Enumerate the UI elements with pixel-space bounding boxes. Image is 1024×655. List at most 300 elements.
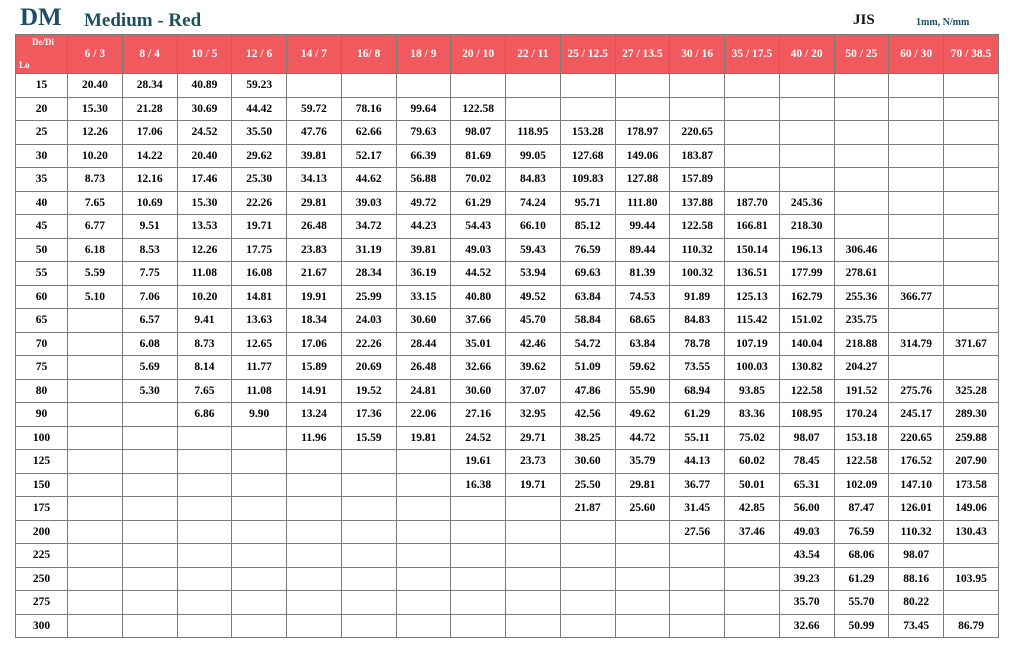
row-length-cell: 60 [16,285,68,309]
standard-label: JIS [853,12,875,28]
table-cell: 40.89 [177,74,232,98]
table-cell: 37.07 [506,379,561,403]
column-header: 30 / 16 [670,35,725,74]
table-cell: 187.70 [725,191,780,215]
table-cell: 8.14 [177,356,232,380]
table-cell [122,520,177,544]
table-cell: 40.80 [451,285,506,309]
table-cell: 73.45 [889,614,944,638]
table-row [16,403,999,427]
table-cell: 7.65 [177,379,232,403]
table-cell: 68.65 [615,309,670,333]
row-length-cell: 20 [16,97,68,121]
table-cell [341,497,396,521]
table-cell: 35.01 [451,332,506,356]
table-cell: 14.22 [122,144,177,168]
table-cell: 55.70 [834,591,889,615]
table-cell: 275.76 [889,379,944,403]
table-cell: 32.95 [506,403,561,427]
table-cell [177,544,232,568]
table-cell [670,567,725,591]
table-cell [944,191,999,215]
table-cell: 10.20 [177,285,232,309]
table-cell: 29.62 [232,144,287,168]
column-header: 35 / 17.5 [725,35,780,74]
table-cell: 183.87 [670,144,725,168]
table-cell [725,97,780,121]
table-cell: 28.34 [122,74,177,98]
table-cell: 12.26 [177,238,232,262]
table-cell: 6.18 [68,238,123,262]
table-cell: 21.67 [287,262,342,286]
table-cell: 7.06 [122,285,177,309]
row-length-cell: 200 [16,520,68,544]
table-cell [944,238,999,262]
table-row [16,168,999,192]
table-cell [68,426,123,450]
table-cell: 325.28 [944,379,999,403]
table-row [16,238,999,262]
table-cell: 127.68 [560,144,615,168]
table-cell [779,168,834,192]
table-cell: 98.07 [451,121,506,145]
table-cell [177,567,232,591]
table-cell [451,74,506,98]
table-cell: 13.24 [287,403,342,427]
table-cell: 68.06 [834,544,889,568]
table-cell: 255.36 [834,285,889,309]
table-cell: 50.99 [834,614,889,638]
table-cell: 31.45 [670,497,725,521]
table-cell: 98.07 [779,426,834,450]
table-cell: 47.86 [560,379,615,403]
table-cell [122,591,177,615]
table-cell [670,614,725,638]
table-cell: 31.19 [341,238,396,262]
column-header: 20 / 10 [451,35,506,74]
table-cell: 76.59 [834,520,889,544]
row-length-cell: 45 [16,215,68,239]
table-cell: 59.62 [615,356,670,380]
table-cell [68,614,123,638]
table-cell [725,74,780,98]
table-cell [560,567,615,591]
table-cell [670,74,725,98]
table-cell: 91.89 [670,285,725,309]
table-cell: 39.81 [396,238,451,262]
table-cell: 30.69 [177,97,232,121]
table-cell: 191.52 [834,379,889,403]
table-cell: 150.14 [725,238,780,262]
table-cell: 8.53 [122,238,177,262]
table-cell: 7.65 [68,191,123,215]
table-cell: 52.17 [341,144,396,168]
table-cell: 176.52 [889,450,944,474]
table-cell [944,356,999,380]
table-cell [287,473,342,497]
table-cell: 44.13 [670,450,725,474]
table-cell: 61.29 [670,403,725,427]
column-header: 8 / 4 [122,35,177,74]
table-cell: 30.60 [560,450,615,474]
table-cell: 137.88 [670,191,725,215]
table-cell: 54.72 [560,332,615,356]
table-cell: 162.79 [779,285,834,309]
table-cell [232,450,287,474]
table-cell: 25.99 [341,285,396,309]
table-cell: 49.72 [396,191,451,215]
table-cell [944,544,999,568]
table-cell: 28.44 [396,332,451,356]
table-cell [287,591,342,615]
corner-dimension-label: De/Di [32,37,54,47]
table-cell: 20.69 [341,356,396,380]
table-cell: 78.45 [779,450,834,474]
table-cell [451,614,506,638]
table-cell: 107.19 [725,332,780,356]
table-cell [506,497,561,521]
table-row [16,567,999,591]
table-cell: 51.09 [560,356,615,380]
row-length-cell: 25 [16,121,68,145]
table-cell [506,614,561,638]
table-cell: 99.64 [396,97,451,121]
table-cell: 79.63 [396,121,451,145]
table-cell: 218.30 [779,215,834,239]
table-cell: 21.87 [560,497,615,521]
table-cell: 14.81 [232,285,287,309]
table-cell [232,567,287,591]
table-cell [944,309,999,333]
table-cell [396,473,451,497]
table-cell [177,426,232,450]
table-cell [177,591,232,615]
table-cell: 69.63 [560,262,615,286]
table-cell: 102.09 [834,473,889,497]
table-cell: 45.70 [506,309,561,333]
table-cell: 126.01 [889,497,944,521]
table-cell: 19.71 [506,473,561,497]
table-cell: 39.23 [779,567,834,591]
table-cell [889,74,944,98]
table-cell: 58.84 [560,309,615,333]
table-cell [779,97,834,121]
table-cell: 11.08 [177,262,232,286]
table-cell [889,97,944,121]
table-row [16,121,999,145]
table-row [16,544,999,568]
table-cell [396,520,451,544]
table-row [16,614,999,638]
table-cell [834,191,889,215]
table-cell: 245.17 [889,403,944,427]
table-cell [232,497,287,521]
table-cell: 29.81 [615,473,670,497]
table-cell: 11.08 [232,379,287,403]
table-cell: 35.50 [232,121,287,145]
table-cell [725,591,780,615]
table-cell: 36.19 [396,262,451,286]
table-cell: 111.80 [615,191,670,215]
table-cell: 26.48 [287,215,342,239]
table-cell: 17.36 [341,403,396,427]
table-cell: 314.79 [889,332,944,356]
table-cell: 73.55 [670,356,725,380]
column-header: 12 / 6 [232,35,287,74]
table-cell [287,450,342,474]
table-cell [560,544,615,568]
table-cell [341,473,396,497]
table-cell: 22.06 [396,403,451,427]
table-row [16,309,999,333]
table-cell [889,168,944,192]
table-cell [177,450,232,474]
table-cell [779,144,834,168]
table-cell: 15.30 [177,191,232,215]
table-cell [287,497,342,521]
row-length-cell: 300 [16,614,68,638]
table-cell: 27.16 [451,403,506,427]
table-cell: 6.08 [122,332,177,356]
table-cell: 24.81 [396,379,451,403]
table-cell [451,591,506,615]
row-length-cell: 35 [16,168,68,192]
table-cell [560,591,615,615]
table-cell: 65.31 [779,473,834,497]
table-cell: 153.28 [560,121,615,145]
table-cell: 15.30 [68,97,123,121]
table-cell: 44.72 [615,426,670,450]
table-cell: 12.16 [122,168,177,192]
table-row [16,497,999,521]
table-cell [122,567,177,591]
table-cell [177,497,232,521]
table-cell [615,74,670,98]
table-cell [670,544,725,568]
table-cell [615,567,670,591]
table-cell [232,426,287,450]
table-cell: 5.10 [68,285,123,309]
row-length-cell: 250 [16,567,68,591]
table-cell: 9.90 [232,403,287,427]
table-cell [68,544,123,568]
table-cell [122,614,177,638]
table-cell [396,614,451,638]
table-cell: 122.58 [834,450,889,474]
row-length-cell: 225 [16,544,68,568]
row-length-cell: 275 [16,591,68,615]
table-cell: 61.29 [834,567,889,591]
table-cell: 122.58 [779,379,834,403]
table-cell [396,567,451,591]
table-cell [834,121,889,145]
table-cell: 29.71 [506,426,561,450]
table-cell: 19.81 [396,426,451,450]
table-cell: 13.63 [232,309,287,333]
table-cell: 306.46 [834,238,889,262]
table-cell: 81.69 [451,144,506,168]
table-cell: 17.06 [122,121,177,145]
row-length-cell: 70 [16,332,68,356]
table-row [16,450,999,474]
table-cell: 166.81 [725,215,780,239]
table-cell [232,591,287,615]
table-cell: 42.46 [506,332,561,356]
table-cell: 81.39 [615,262,670,286]
row-length-cell: 175 [16,497,68,521]
table-cell [725,544,780,568]
table-cell: 366.77 [889,285,944,309]
table-cell [177,473,232,497]
table-cell [68,520,123,544]
table-cell [122,450,177,474]
table-row [16,144,999,168]
table-cell: 151.02 [779,309,834,333]
table-cell [889,262,944,286]
table-cell [944,144,999,168]
table-cell [615,614,670,638]
table-cell: 44.62 [341,168,396,192]
table-cell: 10.20 [68,144,123,168]
table-cell: 50.01 [725,473,780,497]
table-cell [725,168,780,192]
table-cell [341,614,396,638]
table-cell: 89.44 [615,238,670,262]
table-cell: 173.58 [944,473,999,497]
table-cell: 47.76 [287,121,342,145]
table-cell [396,497,451,521]
table-cell: 59.72 [287,97,342,121]
table-cell: 16.08 [232,262,287,286]
table-cell [560,614,615,638]
table-cell [834,97,889,121]
table-cell: 136.51 [725,262,780,286]
table-cell [232,544,287,568]
table-cell: 19.91 [287,285,342,309]
table-cell [287,614,342,638]
table-cell: 39.81 [287,144,342,168]
table-cell: 93.85 [725,379,780,403]
table-cell [451,497,506,521]
table-cell: 13.53 [177,215,232,239]
row-length-cell: 15 [16,74,68,98]
table-cell: 42.85 [725,497,780,521]
row-length-cell: 65 [16,309,68,333]
table-cell [341,520,396,544]
table-cell: 32.66 [451,356,506,380]
table-cell: 99.05 [506,144,561,168]
table-cell: 95.71 [560,191,615,215]
table-cell: 42.56 [560,403,615,427]
table-cell: 86.79 [944,614,999,638]
table-cell [451,567,506,591]
table-cell [944,97,999,121]
row-length-cell: 55 [16,262,68,286]
table-cell [779,74,834,98]
table-cell [287,544,342,568]
table-cell [68,473,123,497]
table-cell: 53.94 [506,262,561,286]
table-row [16,379,999,403]
table-cell [506,520,561,544]
table-cell: 14.91 [287,379,342,403]
table-cell: 70.02 [451,168,506,192]
table-cell [341,591,396,615]
table-cell: 278.61 [834,262,889,286]
table-row [16,262,999,286]
table-header-row [16,35,999,74]
column-header: 10 / 5 [177,35,232,74]
column-header: 60 / 30 [889,35,944,74]
table-cell: 259.88 [944,426,999,450]
table-cell: 18.34 [287,309,342,333]
table-cell: 122.58 [451,97,506,121]
table-cell: 100.32 [670,262,725,286]
table-cell: 44.42 [232,97,287,121]
table-cell [122,544,177,568]
row-length-cell: 100 [16,426,68,450]
column-header: 25 / 12.5 [560,35,615,74]
row-length-cell: 75 [16,356,68,380]
table-cell: 30.60 [396,309,451,333]
table-cell: 177.99 [779,262,834,286]
table-cell: 63.84 [615,332,670,356]
table-cell [396,591,451,615]
row-length-cell: 50 [16,238,68,262]
table-cell: 39.03 [341,191,396,215]
table-cell: 44.52 [451,262,506,286]
table-cell [560,74,615,98]
table-cell: 49.52 [506,285,561,309]
table-cell: 204.27 [834,356,889,380]
table-cell [451,544,506,568]
product-code: DM [20,4,62,31]
table-cell: 74.53 [615,285,670,309]
table-cell [341,450,396,474]
table-cell [560,520,615,544]
table-cell: 24.03 [341,309,396,333]
table-cell [834,144,889,168]
table-cell: 118.95 [506,121,561,145]
table-cell: 110.32 [670,238,725,262]
table-cell: 36.77 [670,473,725,497]
table-cell: 130.82 [779,356,834,380]
table-cell [287,74,342,98]
table-cell: 6.77 [68,215,123,239]
table-cell [122,403,177,427]
table-cell: 6.86 [177,403,232,427]
table-cell: 8.73 [68,168,123,192]
table-cell [506,591,561,615]
table-cell: 49.62 [615,403,670,427]
table-cell: 130.43 [944,520,999,544]
table-cell: 147.10 [889,473,944,497]
table-row [16,285,999,309]
table-cell: 49.03 [779,520,834,544]
table-body [16,74,999,638]
table-cell [889,191,944,215]
table-cell: 35.70 [779,591,834,615]
table-cell: 220.65 [889,426,944,450]
table-cell: 99.44 [615,215,670,239]
table-cell: 10.69 [122,191,177,215]
table-cell [725,121,780,145]
table-cell [287,520,342,544]
table-cell [68,567,123,591]
table-cell [68,497,123,521]
table-row [16,520,999,544]
table-cell [68,591,123,615]
